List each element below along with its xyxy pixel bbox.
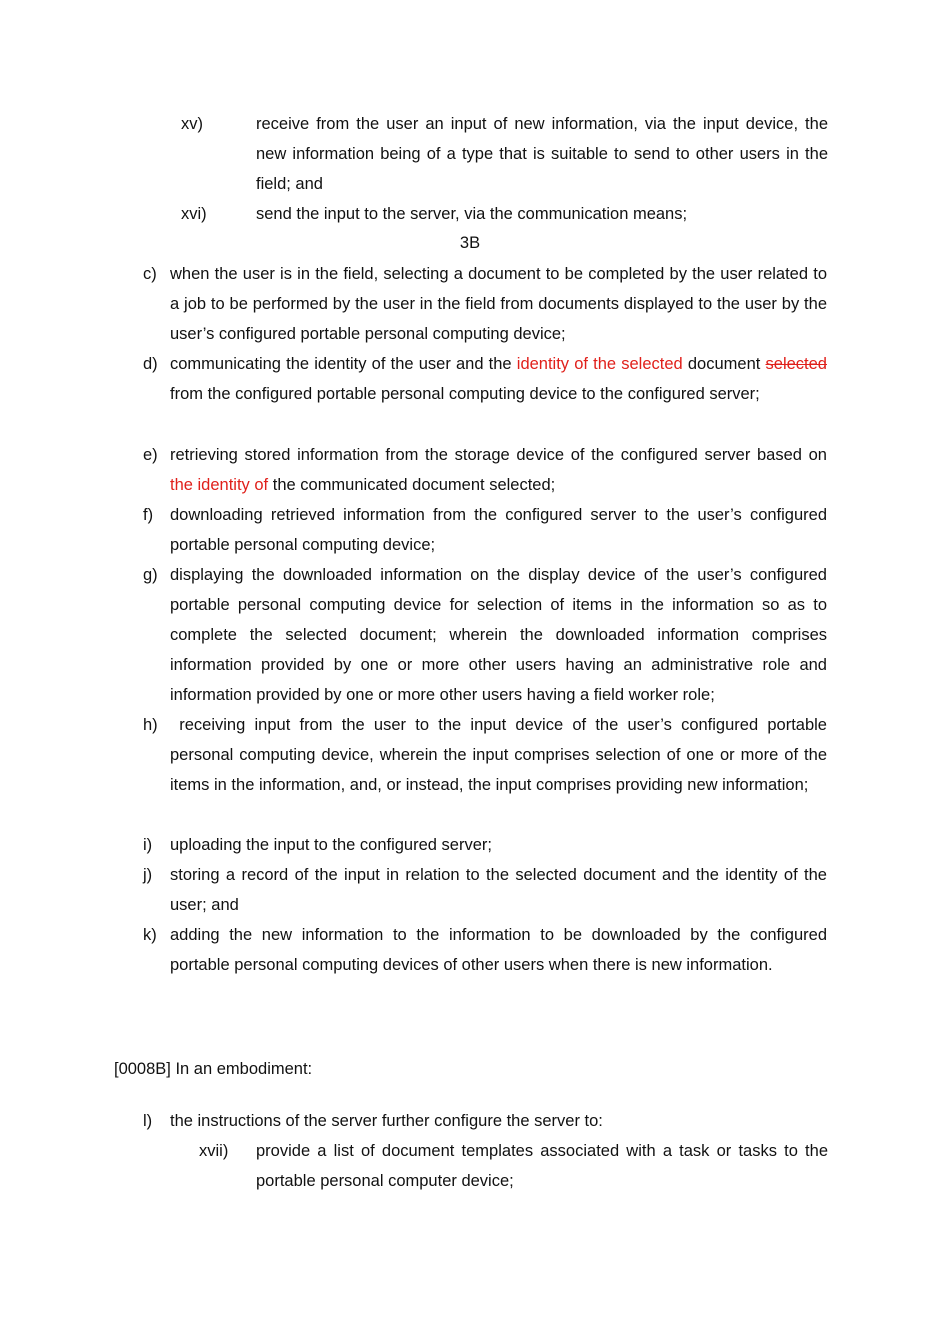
claim-text-i: uploading the input to the configured server;: [170, 836, 492, 854]
item-text-xv: receive from the user an input of new information, via the input device, the new information being of a type that is suitable to send to other users in the field; and: [256, 115, 828, 193]
claim-number-i: i): [143, 836, 153, 854]
claim-number-g: g): [143, 566, 158, 584]
claim-number-d: d): [143, 355, 158, 373]
claim-text-l: the instructions of the server further configure the server to:: [170, 1112, 603, 1130]
claim-number-c: c): [143, 265, 157, 283]
deleted-text: selected: [765, 355, 827, 373]
item-number-xvi: xvi): [181, 205, 207, 223]
claim-number-h: h): [143, 716, 158, 734]
item-number-xvii: xvii): [199, 1142, 229, 1160]
item-text-xvii: provide a list of document templates associated with a task or tasks to the portable personal computer device;: [256, 1142, 828, 1190]
claim-text-c: when the user is in the field, selecting a document to be completed by the user related to a job to be performed by the user in the field from documents displayed to the user by the user’s configured portable personal computing device;: [170, 265, 827, 343]
claim-number-f: f): [143, 506, 154, 524]
inserted-text: the identity of: [170, 476, 269, 494]
claim-d-text-part: from the configured portable personal computing device to the configured server;: [170, 385, 760, 403]
claim-text-h: receiving input from the user to the input device of the user’s configured portable personal computing device, wherein the input comprises selection of one or more of the items in the information, and, or instead, the input comprises providing new information;: [170, 716, 832, 794]
claim-e-text-part: the communicated document selected;: [268, 476, 556, 494]
claim-number-k: k): [143, 926, 157, 944]
claim-d-text-part: communicating the identity of the user and the: [170, 355, 517, 373]
item-number-xv: xv): [181, 115, 203, 133]
section-label: 3B: [459, 234, 481, 252]
inserted-text: identity of the selected: [516, 355, 683, 373]
item-text-xvi: send the input to the server, via the communication means;: [256, 205, 688, 223]
claim-number-e: e): [143, 446, 158, 464]
claim-text-d: [170, 349, 827, 409]
claim-text-j: storing a record of the input in relation to the selected document and the identity of the user; and: [170, 866, 827, 914]
claim-number-j: j): [143, 866, 153, 884]
claim-text-k: adding the new information to the information to be downloaded by the configured portable personal computing devices of other users when there is new information.: [170, 926, 827, 974]
claim-text-g: displaying the downloaded information on the display device of the user’s configured portable personal computing device for selection of items in the information so as to complete the selected document; wherein the downloaded information comprises information provided by one or more other users having an administrative role and information provided by one or more other users having a field worker role;: [170, 566, 827, 704]
claim-e-text-part: retrieving stored information from the storage device of the configured server based on: [170, 446, 827, 464]
claim-text-e: [170, 440, 827, 500]
claim-d-text-part: document: [682, 355, 766, 373]
paragraph-heading: [0008B] In an embodiment:: [114, 1060, 313, 1078]
claim-number-l: l): [143, 1112, 153, 1130]
claim-text-f: downloading retrieved information from the configured server to the user’s configured portable personal computing device;: [170, 506, 827, 554]
